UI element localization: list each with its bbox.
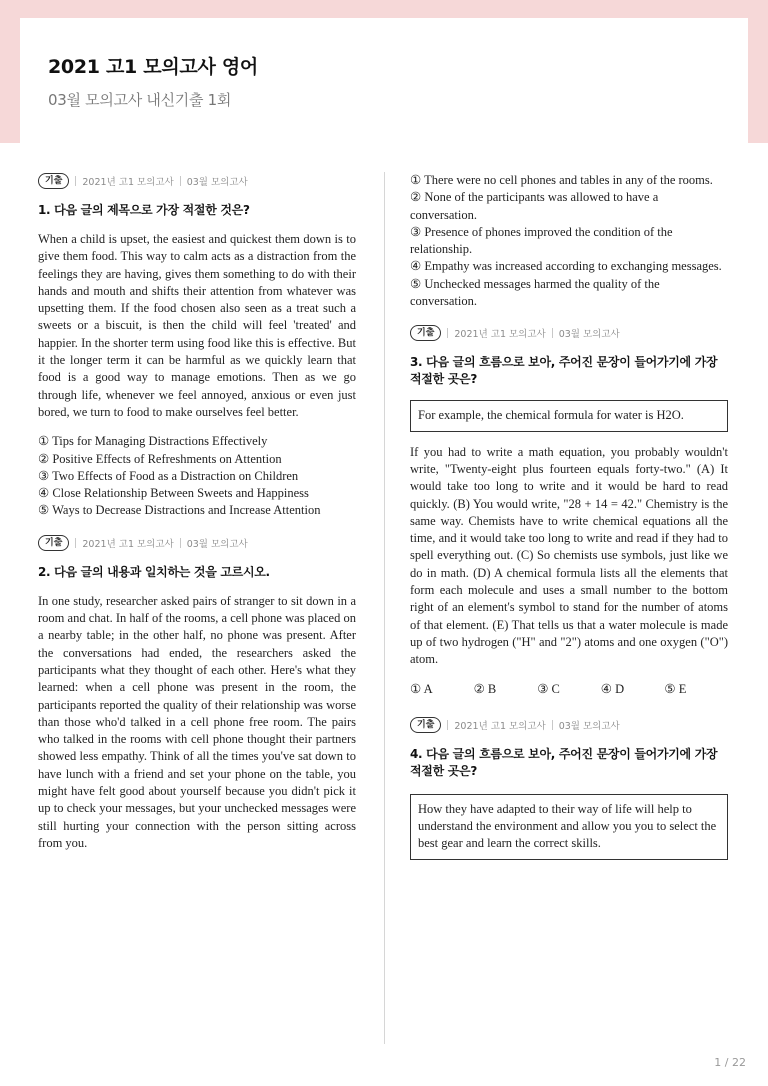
tag-separator — [447, 720, 448, 730]
q2-options — [410, 172, 728, 310]
q2-option[interactable]: ④ Empathy was increased according to exchanging messages. — [410, 259, 722, 274]
exam-month: 03월 모의고사 — [558, 329, 620, 341]
q1-passage: When a child is upset, the easiest and quickest them down is to give them food. This way to calm acts as a distraction from the feelings they are having, gives them something to do with their hands and mouth and shifts their attention from whatever was upsetting them. If the food chosen also seen as a treat such a sweets or a biscuit, is then the child will feel 'treated' and happier. In the shorter term using food like this is effective. But it the longer term it can be harmful as we quickly learn that food is a good way to manage emotions. Then as we go through life, whenever we feel annoyed, anxious or even just bored, we turn to food to make ourselves feel better. — [38, 232, 356, 419]
q3-answer[interactable]: ① A — [410, 681, 433, 696]
exam-year: 2021년 고1 모의고사 — [82, 538, 174, 550]
q3-passage: If you had to write a math equation, you probably wouldn't write, "Twenty-eight plus fourteen equals forty-two." (A) It would take too long to write and it would be hard to read quickly. (B) You would write, "28 + 14 = 42." Chemistry is the same way. Chemists have to write chemical equations all the time, and it would take too long to write and read if they had to spell everything out. (C) So chemists use symbols, just like we do in math. (D) A chemical formula lists all the elements that form each molecule and uses a small number to the bottom right of an element's symbol to stand for the number of atoms of that element. (E) That tells us that a water molecule is made up of two hydrogen ("H" and "2") atoms and one oxygen ("O") atom. — [410, 444, 728, 667]
tag-separator — [447, 328, 448, 338]
exam-year: 2021년 고1 모의고사 — [454, 720, 546, 732]
q1-option[interactable]: ② Positive Effects of Refreshments on Attention — [38, 451, 282, 466]
exam-badge: 기출 — [410, 717, 441, 733]
q3-title: 3. 다음 글의 흐름으로 보아, 주어진 문장이 들어가기에 가장 적절한 곳은? — [410, 355, 718, 387]
tag-separator — [75, 538, 76, 548]
exam-month: 03월 모의고사 — [558, 720, 620, 732]
q2-option[interactable]: ② None of the participants was allowed to have a conversation. — [410, 190, 659, 222]
tag-separator — [180, 538, 181, 548]
q1-title: 1. 다음 글의 제목으로 가장 적절한 것은? — [38, 203, 250, 217]
exam-badge: 기출 — [38, 535, 69, 551]
header-card — [20, 18, 748, 143]
exam-badge: 기출 — [38, 173, 69, 189]
q1-option[interactable]: ③ Two Effects of Food as a Distraction on Children — [38, 468, 299, 483]
exam-month: 03월 모의고사 — [186, 177, 248, 188]
tag-separator — [75, 176, 76, 186]
q4-tag-row — [410, 716, 728, 734]
column-divider — [384, 172, 385, 1044]
exam-month: 03월 모의고사 — [186, 538, 248, 550]
q2-option[interactable]: ① There were no cell phones and tables in any of the rooms. — [410, 173, 713, 187]
q1-options — [38, 433, 356, 519]
left-column — [38, 172, 356, 852]
q1-tag-row — [38, 172, 356, 190]
q2-option[interactable]: ⑤ Unchecked messages harmed the quality of the conversation. — [410, 276, 660, 309]
q2-title: 2. 다음 글의 내용과 일치하는 것을 고르시오. — [38, 564, 270, 579]
tag-separator — [552, 720, 553, 730]
q1-option[interactable]: ① Tips for Managing Distractions Effectively — [38, 434, 268, 449]
q1-option[interactable]: ⑤ Ways to Decrease Distractions and Increase Attention — [38, 503, 321, 518]
q2-tag-row — [38, 534, 356, 552]
q2-option[interactable]: ③ Presence of phones improved the condition of the relationship. — [410, 224, 673, 257]
q3-answers — [410, 681, 728, 698]
right-column — [410, 172, 728, 860]
page-number: 1 / 22 — [714, 1056, 746, 1069]
tag-separator — [552, 328, 553, 338]
q3-answer[interactable]: ② B — [473, 681, 497, 696]
doc-title: 2021 고1 모의고사 영어 — [48, 56, 258, 78]
exam-year: 2021년 고1 모의고사 — [454, 329, 546, 341]
exam-badge: 기출 — [410, 325, 441, 341]
exam-year: 2021년 고1 모의고사 — [82, 177, 174, 188]
tag-separator — [180, 176, 181, 186]
q2-passage: In one study, researcher asked pairs of stranger to sit down in a room and chat. In half of the rooms, a cell phone was placed on a nearby table; in the other half, no phone was present. After the conversations had ended, the researchers asked the participants what they thought of each other. Here's what they learned: when a cell phone was present in the room, the participants reported the quality of their relationship was worse than those who'd talked in a cell phone free room. The pairs who talked in the rooms with cell phone thought their partners showed less empathy. Think of all the times you've sat down to have lunch with a friend and set your phone on the table, you might have felt good about yourself because you didn't pick it up to check your messages, but your unchecked messages were still hurting your connection with the person sitting across from you. — [38, 593, 356, 850]
q3-answer[interactable]: ③ C — [537, 681, 560, 696]
q1-option[interactable]: ④ Close Relationship Between Sweets and Happiness — [38, 486, 309, 501]
q4-title: 4. 다음 글의 흐름으로 보아, 주어진 문장이 들어가기에 가장 적절한 곳은? — [410, 746, 718, 778]
q3-tag-row — [410, 324, 728, 342]
doc-subtitle: 03월 모의고사 내신기출 1회 — [48, 91, 232, 109]
q3-answer[interactable]: ⑤ E — [664, 681, 687, 696]
q3-given-sentence: For example, the chemical formula for water is H2O. — [410, 400, 728, 431]
q3-answer[interactable]: ④ D — [600, 681, 625, 696]
q4-given-sentence: How they have adapted to their way of life will help to understand the environment and allow you you to select the best gear and learn the correct skills. — [410, 794, 728, 860]
